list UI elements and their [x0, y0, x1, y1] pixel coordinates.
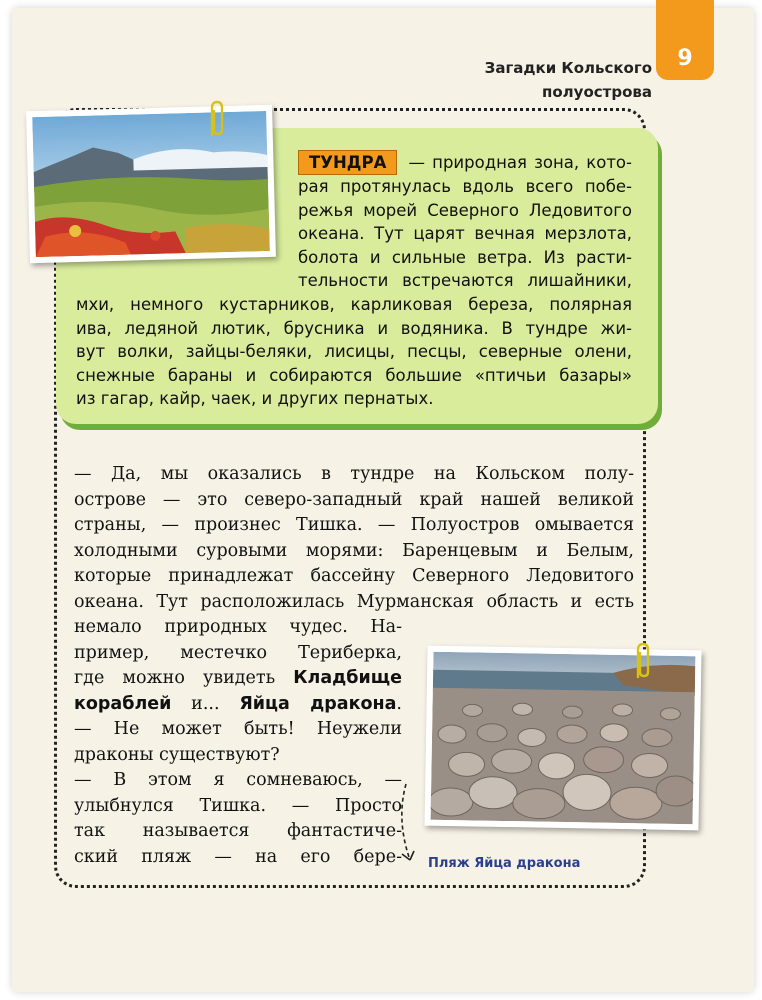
- story-line: так называется фантастиче-: [74, 821, 402, 841]
- dragon-eggs-beach-image: [431, 652, 696, 825]
- definition-line: ива, ледяной лютик, брусника и водяника. В тундре жи-: [76, 318, 632, 338]
- definition-line: тельности встречаются лишайники,: [298, 271, 632, 291]
- definition-line: снежные бараны и собираются большие «птичьи базары»: [76, 365, 632, 385]
- story-line: — В этом я сомневаюсь, —: [74, 770, 402, 790]
- story-line: — Не может быть! Неужели: [74, 719, 402, 739]
- story-line: острове — это северо-западный край нашей великой: [74, 489, 634, 510]
- page-number-tab: [656, 0, 714, 80]
- story-fragment: и...: [171, 693, 240, 714]
- story-line: — Да, мы оказались в тундре на Кольском полу-: [74, 464, 634, 484]
- tundra-photo: [26, 105, 276, 263]
- story-fragment: где можно увидеть: [74, 668, 294, 688]
- definition-line: мхи, немного кустарников, карликовая береза, полярная: [76, 294, 632, 314]
- tundra-term-badge: ТУНДРА: [298, 150, 397, 175]
- definition-line: океана. Тут царят вечная мерзлота,: [298, 224, 632, 244]
- page-number: 9: [677, 46, 693, 71]
- story-line: которые принадлежат бассейну Северного Ледовитого: [74, 566, 634, 586]
- paperclip-icon: [206, 100, 228, 140]
- story-line: [74, 666, 402, 692]
- story-line: океана. Тут расположилась Мурманская область и есть: [74, 591, 634, 612]
- tundra-landscape-image: [32, 111, 270, 257]
- definition-line: режья морей Северного Ледовитого: [298, 200, 632, 220]
- story-line: улыбнулся Тишка. — Просто: [74, 795, 402, 816]
- bold-place-name: Кладбище: [293, 668, 402, 688]
- definition-line-text: — природная зона, кото-: [408, 153, 632, 172]
- story-line: пример, местечко Териберка,: [74, 642, 402, 663]
- beach-photo: [424, 646, 701, 831]
- story-line: страны, — произнес Тишка. — Полуостров омывается: [74, 515, 634, 535]
- paperclip-icon: [632, 642, 654, 682]
- page-header-title: Загадки Кольского полуострова: [484, 59, 652, 101]
- definition-line: вут волки, зайцы-беляки, лисицы, песцы, северные олени,: [76, 342, 632, 362]
- story-line: ский пляж — на его бере-: [74, 846, 402, 867]
- definition-line: рая протянулась вдоль всего побе-: [298, 177, 632, 196]
- story-line: драконы существуют?: [74, 744, 280, 765]
- story-line: немало природных чудес. На-: [74, 617, 402, 637]
- story-line: холодными суровыми морями: Баренцевым и Белым,: [74, 540, 634, 561]
- bold-place-name: Яйца дракона: [239, 693, 397, 714]
- photo-caption: Пляж Яйца дракона: [428, 856, 581, 871]
- story-line: [74, 692, 402, 718]
- story-fragment: .: [396, 693, 402, 714]
- definition-line: из гагар, кайр, чаек, и других пернатых.: [76, 389, 434, 409]
- bold-place-name: кораблей: [74, 693, 172, 714]
- definition-line: болота и сильные ветра. Из расти-: [298, 247, 632, 267]
- dashed-arrow-icon: [388, 780, 428, 870]
